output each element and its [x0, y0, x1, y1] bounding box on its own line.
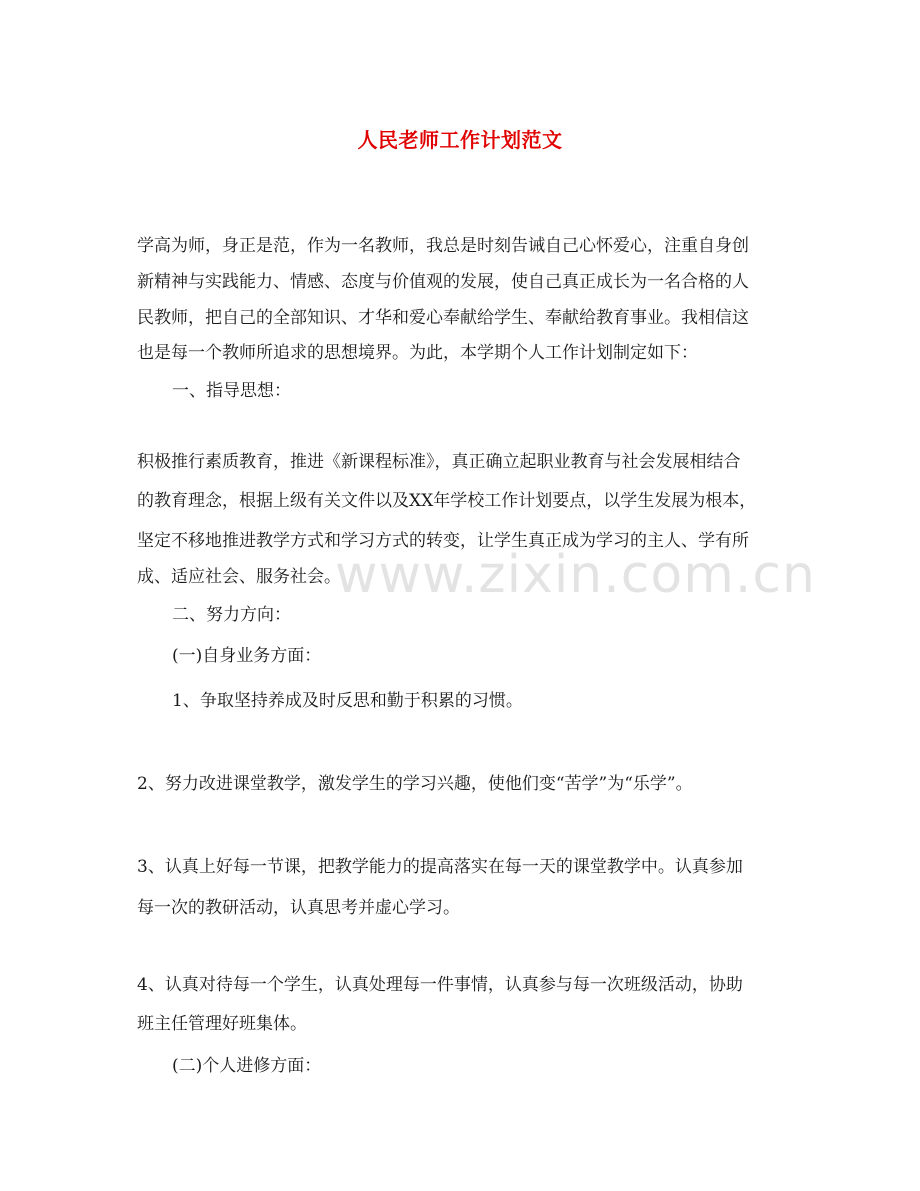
paragraph-line: 成、适应社会、服务社会。	[137, 567, 341, 587]
list-item: 3、认真上好每一节课，把教学能力的提高落实在每一天的课堂教学中。认真参加	[137, 857, 743, 877]
document-title: 人民老师工作计划范文	[357, 128, 563, 152]
paragraph-line: 也是每一个教师所追求的思想境界。为此，本学期个人工作计划制定如下：	[137, 343, 698, 363]
paragraph-line: 学高为师，身正是范，作为一名教师，我总是时刻告诫自己心怀爱心，注重自身创	[137, 236, 749, 256]
paragraph-line: 坚定不移地推进教学方式和学习方式的转变，让学生真正成为学习的主人、学有所	[137, 531, 749, 551]
paragraph-line: 的教育理念，根据上级有关文件以及XX年学校工作计划要点，以学生发展为根本，	[137, 491, 757, 511]
list-item: 2、努力改进课堂教学，激发学生的学习兴趣，使他们变“苦学”为“乐学”。	[137, 774, 693, 794]
paragraph-line: 积极推行素质教育，推进《新课程标准》，真正确立起职业教育与社会发展相结合	[137, 452, 741, 472]
section-heading: 一、指导思想：	[172, 381, 291, 401]
paragraph-line: 新精神与实践能力、情感、态度与价值观的发展，使自己真正成长为一名合格的人	[137, 272, 749, 292]
subsection-heading: (一)自身业务方面：	[172, 646, 322, 666]
list-item: 4、认真对待每一个学生，认真处理每一件事情，认真参与每一次班级活动，协助	[137, 975, 743, 995]
subsection-heading: (二)个人进修方面：	[172, 1056, 322, 1076]
paragraph-line: 民教师，把自己的全部知识、才华和爱心奉献给学生、奉献给教育事业。我相信这	[137, 308, 749, 328]
watermark: www.zixin.com.cn	[335, 545, 816, 605]
list-item-continuation: 班主任管理好班集体。	[137, 1014, 307, 1034]
list-item-continuation: 每一次的教研活动，认真思考并虚心学习。	[137, 898, 460, 918]
section-heading: 二、努力方向：	[172, 605, 291, 625]
list-item: 1、争取坚持养成及时反思和勤于积累的习惯。	[172, 691, 523, 711]
